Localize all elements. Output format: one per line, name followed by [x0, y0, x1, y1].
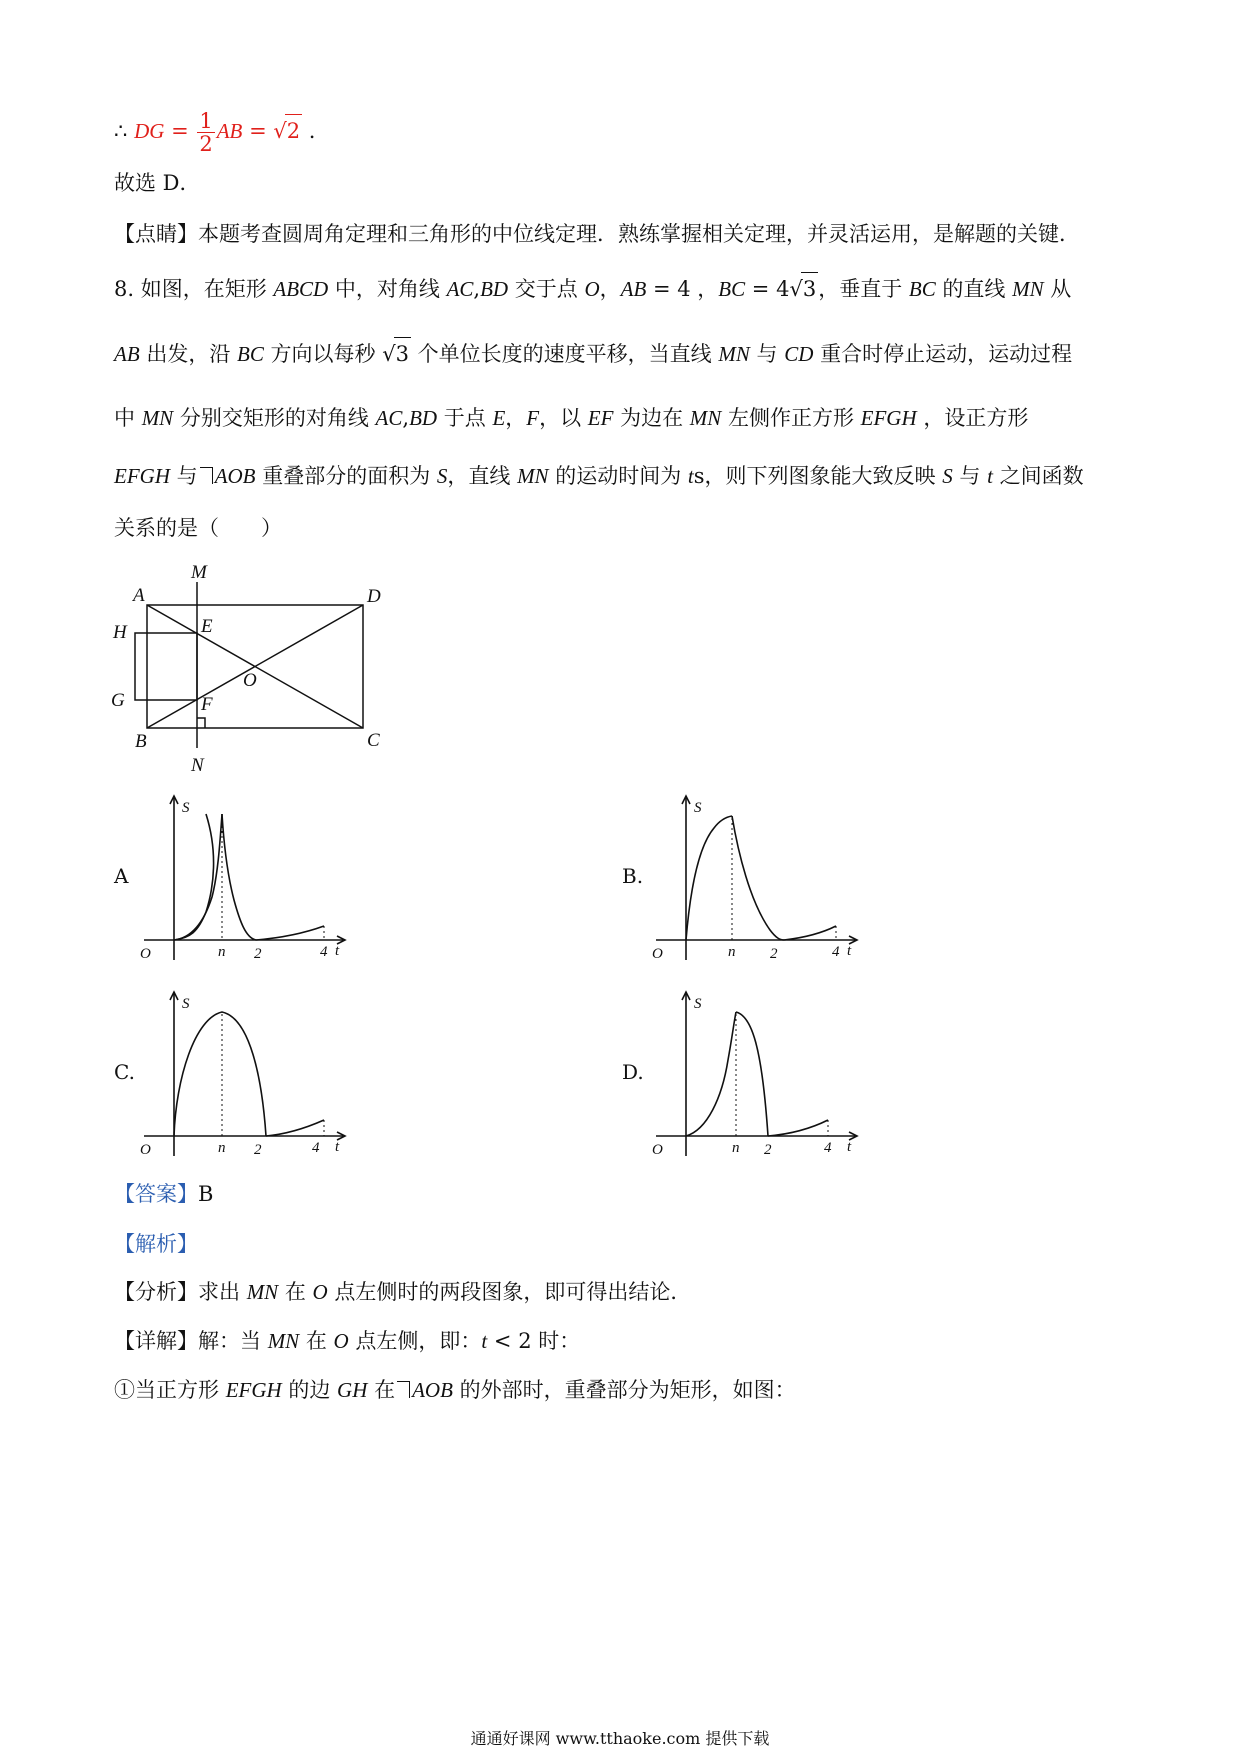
text: ，设正方形 [916, 406, 1029, 430]
text: 从 [1043, 277, 1072, 301]
label-o: O [243, 670, 257, 691]
sqrt-radicand: 3 [801, 272, 818, 305]
curve-arch [174, 1012, 266, 1136]
math: BC [908, 277, 936, 301]
axis-label-t: t [847, 943, 852, 959]
text: ，垂直于 [818, 277, 909, 301]
step1-line [114, 1374, 796, 1406]
option-a-label[interactable]: A [114, 864, 129, 888]
text: ， [505, 406, 527, 430]
curve-falling [736, 1012, 768, 1136]
text: 在 [299, 1329, 334, 1353]
math: t [987, 464, 993, 488]
curve-tail [256, 926, 324, 940]
sqrt-radicand: 2 [285, 114, 302, 147]
text: 中 [114, 406, 142, 430]
tick-2: 2 [764, 1142, 772, 1158]
math: CD [784, 342, 814, 366]
analysis-tag: 【解析】 [114, 1232, 198, 1256]
text: = 4 ， [646, 277, 719, 301]
label-m: M [191, 562, 207, 583]
rectangle-figure [105, 560, 395, 775]
option-d-graph [652, 988, 862, 1163]
option-c-label[interactable]: C. [114, 1060, 135, 1084]
equals-sign: = [242, 119, 274, 143]
tick-4: 4 [824, 1140, 832, 1156]
math: EFGH [114, 464, 170, 488]
math: BD [480, 277, 509, 301]
choice-statement: 故选 D． [114, 171, 201, 195]
math: S [436, 464, 448, 488]
math: AB [114, 342, 140, 366]
label-e: E [201, 616, 213, 637]
label-h: H [113, 622, 127, 643]
equals-sign: = [164, 119, 196, 143]
text: 与 [170, 464, 198, 488]
text: ，以 [539, 406, 588, 430]
math: MN [1012, 277, 1044, 301]
curve-rising [686, 1012, 736, 1136]
label-b: B [135, 731, 147, 752]
math: GH [337, 1378, 368, 1402]
fraction-numerator: 1 [199, 109, 213, 133]
curve-rising [174, 814, 214, 940]
text: 重合时停止运动，运动过程 [813, 342, 1073, 366]
math: O [312, 1280, 328, 1304]
text: , [473, 277, 481, 301]
text: ， [599, 277, 621, 301]
math: MN [267, 1329, 300, 1353]
axis-label-s: S [182, 800, 190, 816]
math: EFGH [225, 1378, 282, 1402]
math: AC [375, 406, 403, 430]
text: , [402, 406, 410, 430]
option-d-label[interactable]: D. [622, 1060, 644, 1084]
text: 左侧作正方形 [721, 406, 861, 430]
dianjing-tag: 【点睛】 [114, 222, 198, 246]
axis-label-s: S [182, 996, 190, 1012]
text: 点左侧，即： [348, 1329, 482, 1353]
origin-label: O [652, 946, 663, 962]
tick-4: 4 [312, 1140, 320, 1156]
origin-label: O [140, 946, 151, 962]
text: 的直线 [935, 277, 1013, 301]
text: 求出 [198, 1280, 247, 1304]
text: 解：当 [198, 1329, 268, 1353]
xiangjie-line [114, 1325, 580, 1357]
math: MN [689, 406, 722, 430]
period: . [302, 119, 316, 143]
origin-label: O [140, 1142, 151, 1158]
tick-2: 2 [254, 1142, 262, 1158]
text: 个单位长度的速度平移，当直线 [410, 342, 719, 366]
answer-line [114, 1178, 213, 1210]
sqrt-symbol: √3 [382, 342, 411, 366]
label-c: C [367, 730, 380, 751]
math: t [687, 464, 694, 488]
fenxi-line [114, 1276, 691, 1308]
math: AB [620, 277, 647, 301]
text: 分别交矩形的对角线 [173, 406, 376, 430]
curve-rising [686, 816, 732, 940]
axis-label-t: t [335, 943, 340, 959]
curve-falling [222, 814, 256, 940]
math: BD [409, 406, 438, 430]
text: 在 [278, 1280, 313, 1304]
math: E [492, 406, 506, 430]
curve-tail [784, 926, 836, 940]
option-c-graph [140, 988, 350, 1163]
tick-n: n [732, 1140, 740, 1156]
math: O [333, 1329, 349, 1353]
tick-4: 4 [832, 944, 840, 960]
text: 交于点 [508, 277, 585, 301]
math: EF [587, 406, 614, 430]
axis-label-t: t [335, 1139, 340, 1155]
triangle-bracket-icon [397, 1381, 410, 1398]
label-g: G [111, 690, 125, 711]
text: 为边在 [613, 406, 690, 430]
text: 的外部时，重叠部分为矩形，如图： [452, 1378, 796, 1402]
axis-label-s: S [694, 996, 702, 1012]
math-ab: AB [216, 119, 243, 143]
math: MN [141, 406, 174, 430]
math: MN [718, 342, 750, 366]
label-d: D [367, 586, 381, 607]
dianjing-line [114, 218, 1080, 250]
question-line-1 [114, 272, 1071, 305]
text: 重叠部分的面积为 [255, 464, 437, 488]
axis-label-s: S [694, 800, 702, 816]
label-f: F [201, 694, 213, 715]
math: MN [517, 464, 549, 488]
math: MN [246, 1280, 279, 1304]
curve-tail [768, 1120, 828, 1136]
math: F [526, 406, 540, 430]
tick-2: 2 [770, 946, 778, 962]
text: < 2 时： [487, 1329, 581, 1353]
question-line-5: 关系的是（ ） [114, 516, 282, 540]
text: ，直线 [447, 464, 518, 488]
origin-label: O [652, 1142, 663, 1158]
option-b-label[interactable]: B. [622, 864, 644, 888]
sqrt-symbol: √2 [273, 119, 302, 143]
text: 方向以每秒 [263, 342, 383, 366]
curve-falling [732, 816, 784, 940]
footer-watermark: 通通好课网 www.tthaoke.com 提供下载 [470, 1729, 770, 1748]
dianjing-text: 本题考查圆周角定理和三角形的中位线定理．熟练掌握相关定理，并灵活运用，是解题的关键． [198, 222, 1080, 246]
math: AOB [214, 464, 256, 488]
tick-4: 4 [320, 944, 328, 960]
question-line-4 [114, 460, 1084, 492]
fenxi-tag: 【分析】 [114, 1280, 198, 1304]
math: O [584, 277, 600, 301]
text: 于点 [437, 406, 493, 430]
text: 的边 [281, 1378, 338, 1402]
text: 的运动时间为 [548, 464, 688, 488]
question-line-3 [114, 402, 1028, 434]
math-dg: DG [134, 119, 165, 143]
fraction-one-half [197, 110, 214, 155]
square-efgh [135, 633, 197, 700]
math: t [481, 1329, 488, 1353]
sqrt-symbol: √3 [789, 277, 818, 301]
tick-n: n [728, 944, 736, 960]
math: BC [237, 342, 264, 366]
option-b-graph [652, 792, 862, 967]
xiangjie-tag: 【详解】 [114, 1329, 198, 1353]
math: EFGH [860, 406, 917, 430]
tick-2: 2 [254, 946, 262, 962]
right-angle-mark [197, 718, 205, 728]
text: 出发，沿 [139, 342, 238, 366]
math: ABCD [273, 277, 329, 301]
math: BC [718, 277, 746, 301]
text: s，则下列图象能大致反映 [693, 464, 943, 488]
text: 之间函数 [992, 464, 1084, 488]
axis-label-t: t [847, 1139, 852, 1155]
fraction-denominator: 2 [199, 132, 213, 156]
math: S [942, 464, 953, 488]
answer-value: B [198, 1182, 214, 1206]
math: AOB [412, 1378, 453, 1402]
tick-n: n [218, 1140, 226, 1156]
conclusion-line [114, 110, 315, 155]
label-n: N [191, 755, 204, 775]
text: 与 [952, 464, 988, 488]
tick-n: n [218, 944, 226, 960]
answer-tag: 【答案】 [114, 1182, 198, 1206]
text: ①当正方形 [114, 1378, 226, 1402]
label-a: A [133, 585, 145, 606]
therefore-symbol: ∴ [114, 119, 128, 143]
text: 与 [749, 342, 785, 366]
text: 点左侧时的两段图象，即可得出结论． [327, 1280, 692, 1304]
math: AC [446, 277, 474, 301]
text: 8. 如图，在矩形 [114, 277, 274, 301]
text: 在 [367, 1378, 396, 1402]
triangle-bracket-icon [200, 467, 213, 484]
text: = 4 [745, 277, 790, 301]
option-a-graph [140, 792, 350, 967]
curve-tail [266, 1120, 324, 1136]
question-line-2 [114, 337, 1072, 370]
sqrt-radicand: 3 [394, 337, 411, 370]
text: 中，对角线 [328, 277, 447, 301]
curve-peak [174, 814, 222, 940]
